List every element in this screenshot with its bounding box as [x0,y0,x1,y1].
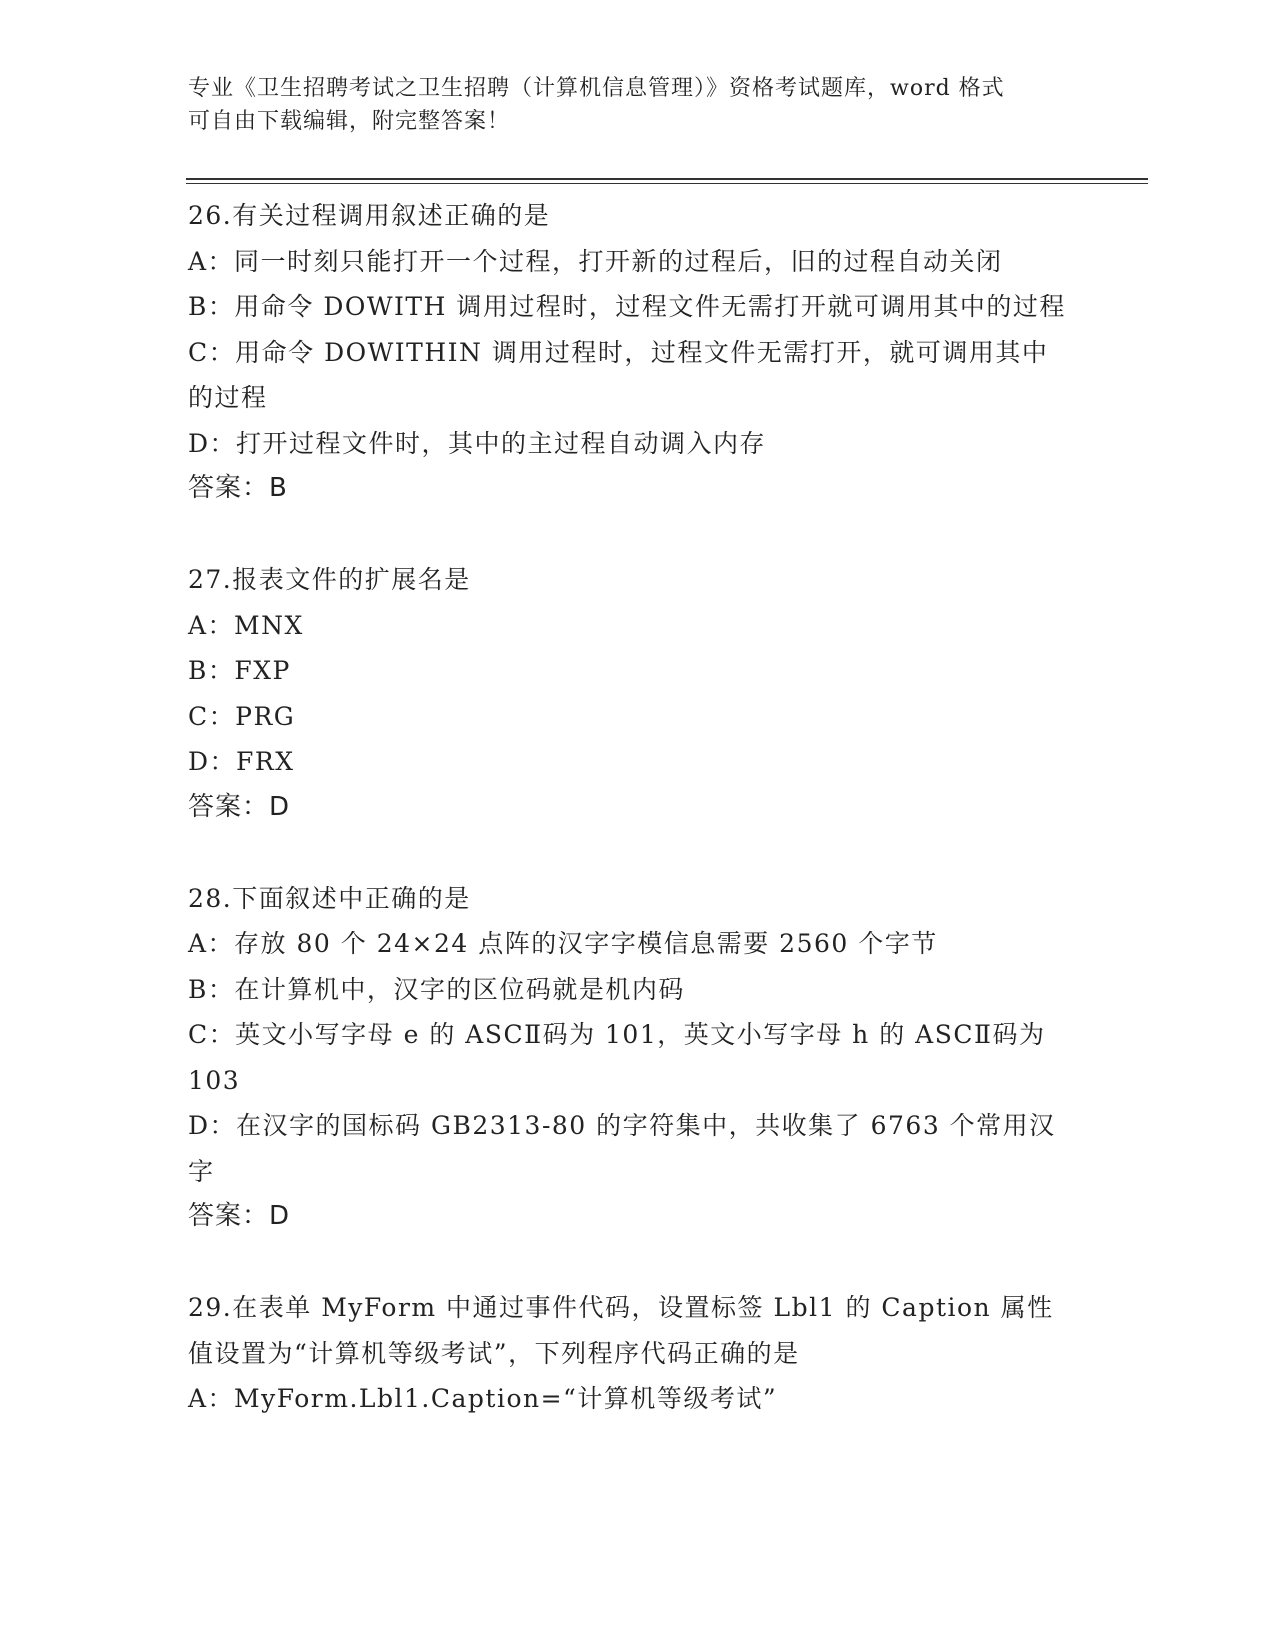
option-b: B：FXP [188,656,291,685]
document-header [188,72,1068,138]
question-list [188,193,1068,1422]
header-line-1: 专业《卫生招聘考试之卫生招聘（计算机信息管理）》资格考试题库，word 格式 [188,76,1005,101]
option-d: D：打开过程文件时，其中的主过程自动调入内存 [188,428,767,458]
question-stem: 29.在表单 MyForm 中通过事件代码，设置标签 Lbl1 的 Caption 属性值设置为“计算机等级考试”，下列程序代码正确的是 [188,1293,1054,1368]
option-c: C：用命令 DOWITHIN 调用过程时，过程文件无需打开，就可调用其中的过程 [188,337,1049,412]
option-a: A：存放 80 个 24×24 点阵的汉字字模信息需要 2560 个字节 [188,929,938,958]
question-29 [188,1285,1068,1422]
question-26 [188,193,1068,512]
option-a: A：MyForm.Lbl1.Caption=“计算机等级考试” [188,1384,778,1413]
option-d: D：在汉字的国标码 GB2313-80 的字符集中，共收集了 6763 个常用汉字 [188,1111,1056,1186]
answer-label: 答案：D [188,791,291,822]
option-d: D：FRX [188,747,295,776]
question-27 [188,557,1068,830]
option-b: B：在计算机中，汉字的区位码就是机内码 [188,974,685,1004]
option-a: A：同一时刻只能打开一个过程，打开新的过程后，旧的过程自动关闭 [188,246,1003,276]
header-line-2: 可自由下载编辑，附完整答案！ [188,109,511,134]
header-divider-thick [186,178,1148,180]
option-c: C：PRG [188,701,296,731]
question-28 [188,876,1068,1240]
question-stem: 26.有关过程调用叙述正确的是 [188,201,551,230]
answer-label: 答案：D [188,1201,291,1231]
header-divider-thin [186,183,1148,184]
question-stem: 27.报表文件的扩展名是 [188,565,471,594]
answer-label: 答案：B [188,473,288,503]
option-b: B：用命令 DOWITH 调用过程时，过程文件无需打开就可调用其中的过程 [188,292,1066,321]
question-stem: 28.下面叙述中正确的是 [188,883,471,913]
option-a: A：MNX [188,610,304,640]
option-c: C：英文小写字母 e 的 ASCⅡ码为 101，英文小写字母 h 的 ASCⅡ码为 103 [188,1020,1046,1095]
